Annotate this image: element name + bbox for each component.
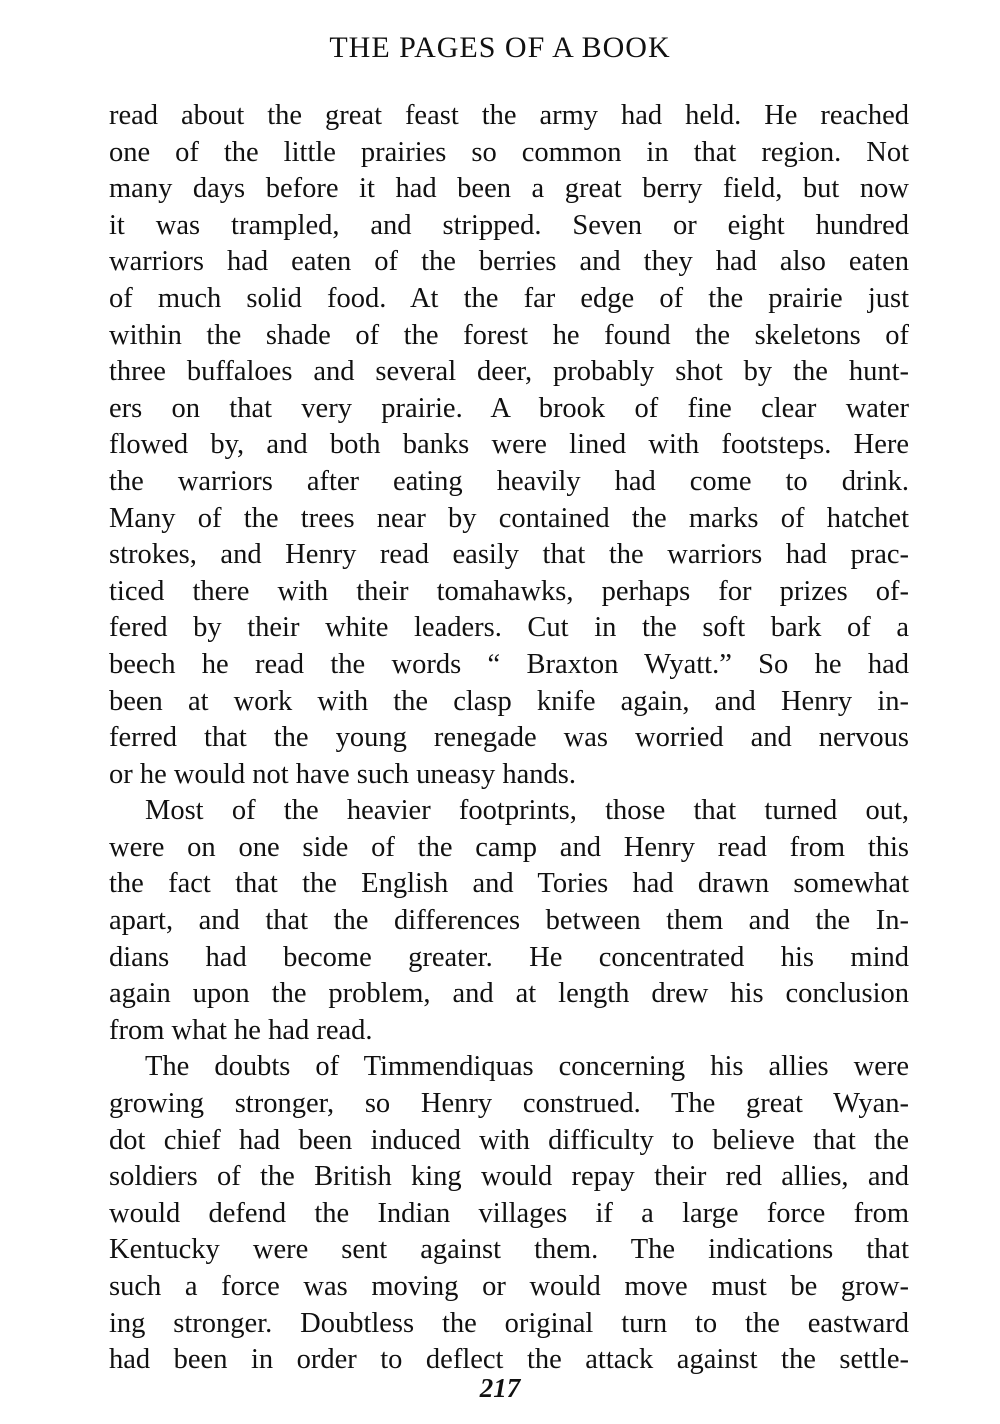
text-line: many days before it had been a great berry field, but now [109,173,909,205]
text-line: been at work with the clasp knife again, and Henry in- [109,685,909,717]
text-line: dians had become greater. He concentrated his mind [109,941,909,973]
text-line: the fact that the English and Tories had drawn somewhat [109,868,909,900]
text-line: again upon the problem, and at length drew his conclusion [109,978,909,1010]
text-line: had been in order to deflect the attack against the settle- [109,1344,909,1376]
paragraph [109,98,909,793]
text-line: beech he read the words “ Braxton Wyatt.” So he had [109,648,909,680]
text-line: ferred that the young renegade was worried and nervous [109,722,909,754]
text-line: dot chief had been induced with difficulty to believe that the [109,1124,909,1156]
text-line: such a force was moving or would move must be grow- [109,1271,909,1302]
page-number: 217 [479,1373,521,1403]
text-line: Most of the heavier footprints, those that turned out, [145,795,909,827]
text-line: soldiers of the British king would repay their red allies, and [109,1161,909,1193]
text-line: or he would not have such uneasy hands. [109,758,576,790]
paragraph [109,1049,909,1378]
paragraph [109,793,909,1049]
text-line: were on one side of the camp and Henry read from this [109,831,909,863]
text-line: would defend the Indian villages if a large force from [109,1197,909,1229]
text-line: Kentucky were sent against them. The indications that [109,1234,909,1266]
text-line: of much solid food. At the far edge of the prairie just [109,282,909,314]
text-line: read about the great feast the army had held. He reached [109,100,909,131]
text-line: apart, and that the differences between them and the In- [109,905,909,937]
text-line: the warriors after eating heavily had come to drink. [109,465,909,497]
text-line: warriors had eaten of the berries and they had also eaten [109,246,909,278]
text-line: fered by their white leaders. Cut in the soft bark of a [109,612,909,644]
text-line: ticed there with their tomahawks, perhaps for prizes of- [109,575,909,607]
text-line: flowed by, and both banks were lined with footsteps. Here [109,429,909,461]
body-text [109,98,909,1379]
text-line: growing stronger, so Henry construed. The great Wyan- [109,1088,909,1120]
text-line: within the shade of the forest he found the skeletons of [109,319,909,351]
text-line: from what he had read. [109,1014,373,1046]
text-line: one of the little prairies so common in that region. Not [109,136,909,168]
text-line: three buffaloes and several deer, probably shot by the hunt- [109,356,909,388]
text-line: Many of the trees near by contained the marks of hatchet [109,502,909,534]
text-line: ers on that very prairie. A brook of fine clear water [109,392,909,424]
text-line: ing stronger. Doubtless the original turn to the eastward [109,1307,909,1339]
text-line: strokes, and Henry read easily that the warriors had prac- [109,539,909,571]
running-head: THE PAGES OF A BOOK [329,31,671,64]
text-line: it was trampled, and stripped. Seven or eight hundred [109,209,909,241]
text-line: The doubts of Timmendiquas concerning his allies were [145,1051,909,1083]
